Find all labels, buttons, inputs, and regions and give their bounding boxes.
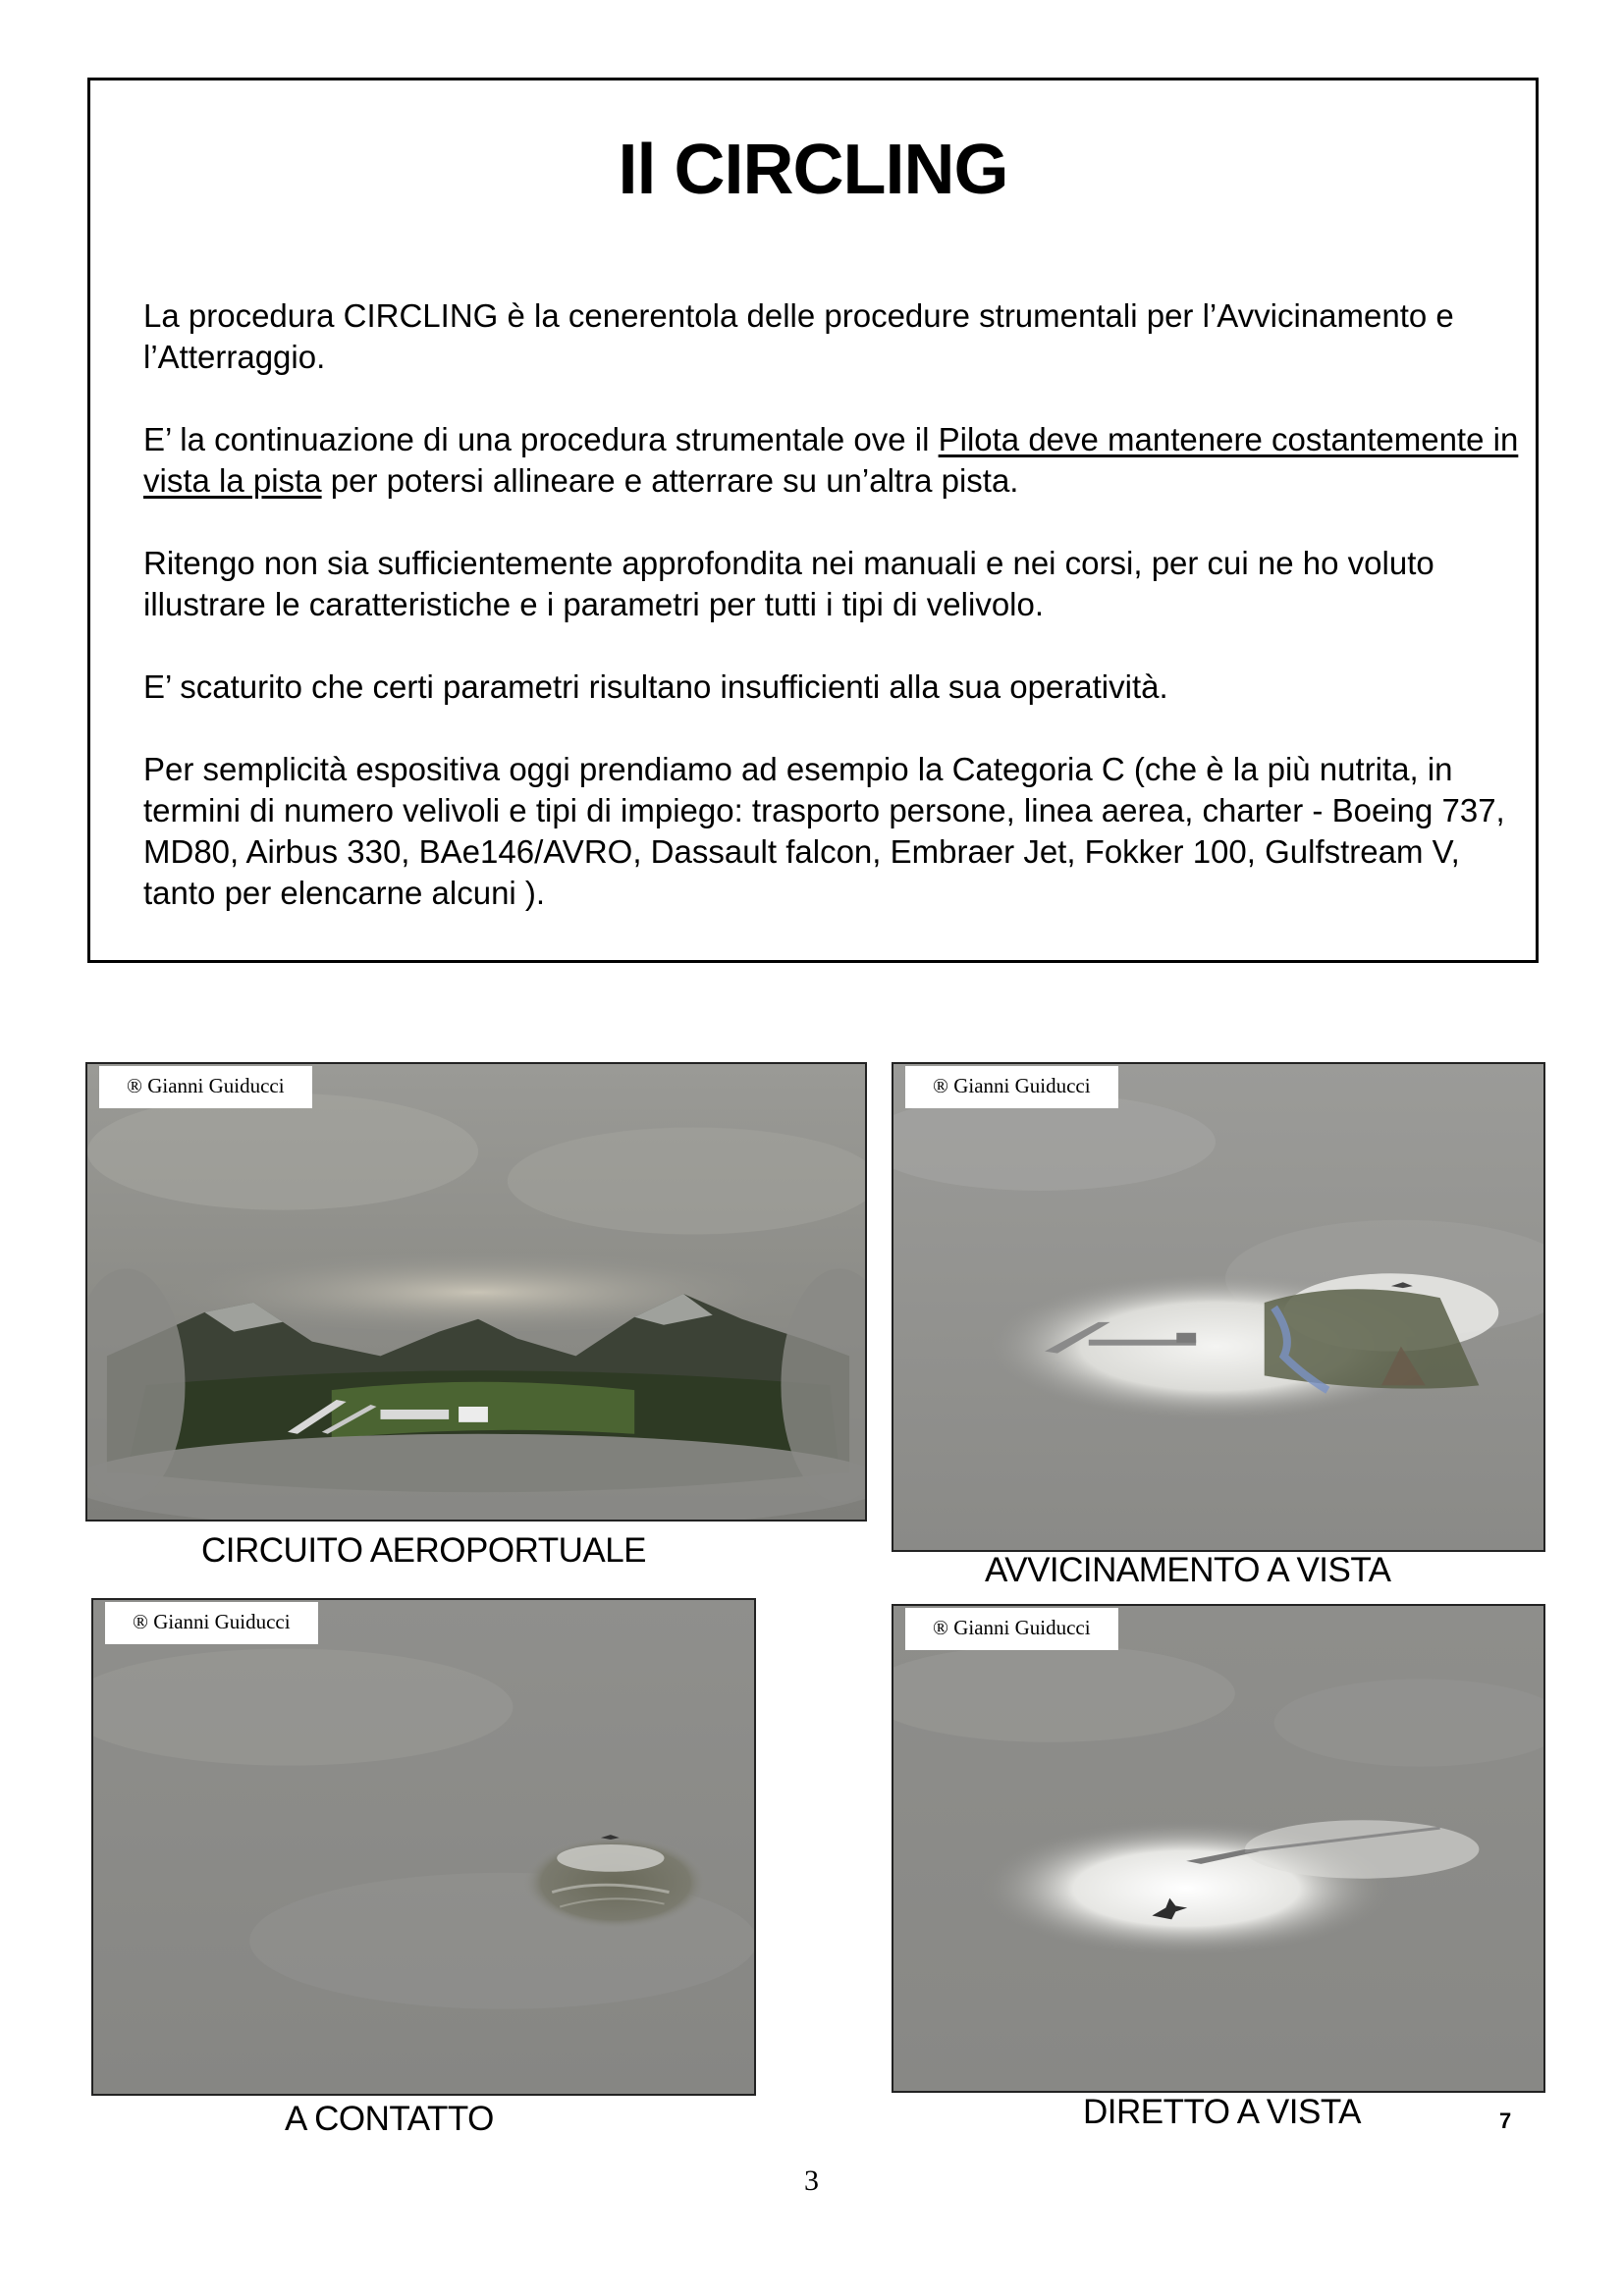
- photo-credit: ® Gianni Guiducci: [905, 1608, 1118, 1650]
- paragraph-2-underlined: Pilota deve mantenere costantemente in vista la pista: [143, 421, 1519, 499]
- photo-credit: ® Gianni Guiducci: [99, 1066, 312, 1108]
- caption-a-contatto: A CONTATTO: [285, 2100, 494, 2138]
- cloud-contact-picture: [93, 1600, 754, 2094]
- cloud-direct-picture: [893, 1606, 1543, 2091]
- paragraph-2-end: per potersi allineare e atterrare su un’altra pista.: [321, 462, 1019, 499]
- paragraph-1: La procedura CIRCLING è la cenerentola delle procedure strumentali per l’Avvicinamento e l’Atterraggio.: [143, 297, 1454, 375]
- paragraph-5: Per semplicità espositiva oggi prendiamo ad esempio la Categoria C (che è la più nutrita, in termini di numero velivoli e tipi di impiego: trasporto persone, linea aerea, charter - Boeing 737, MD80, Airbus 330, BAe146/AVRO, Dassault falcon, Embraer Jet, Fokker 100, Gulfstream V, tanto per elencarne alcuni ).: [143, 751, 1505, 911]
- slide-number: 7: [1499, 2109, 1512, 2133]
- paragraph-2-start: E’ la continuazione di una procedura strumentale ove il: [143, 421, 939, 457]
- photo-credit: ® Gianni Guiducci: [105, 1602, 318, 1644]
- page-title: Il CIRCLING: [618, 131, 1008, 209]
- figure-circuito-aeroportuale-image: [85, 1062, 867, 1522]
- cloud-approach-picture: [893, 1064, 1543, 1550]
- paragraph-4: E’ scaturito che certi parametri risultano insufficienti alla sua operatività.: [143, 668, 1168, 705]
- intro-text-box: [87, 78, 1539, 963]
- figure-a-contatto-image: [91, 1598, 756, 2096]
- caption-avvicinamento-a-vista: AVVICINAMENTO A VISTA: [985, 1551, 1391, 1589]
- caption-circuito-aeroportuale: CIRCUITO AEROPORTUALE: [201, 1531, 647, 1570]
- page-number: 3: [804, 2164, 819, 2197]
- figure-diretto-a-vista-image: [892, 1604, 1545, 2093]
- cloud-valley-airport-picture: [87, 1064, 865, 1520]
- figure-avvicinamento-a-vista-image: [892, 1062, 1545, 1552]
- photo-credit: ® Gianni Guiducci: [905, 1066, 1118, 1108]
- paragraph-3: Ritengo non sia sufficientemente approfondita nei manuali e nei corsi, per cui ne ho voluto illustrare le caratteristiche e i parametri per tutti i tipi di velivolo.: [143, 545, 1434, 622]
- paragraph-2: [143, 419, 1538, 502]
- caption-diretto-a-vista: DIRETTO A VISTA: [1083, 2093, 1361, 2131]
